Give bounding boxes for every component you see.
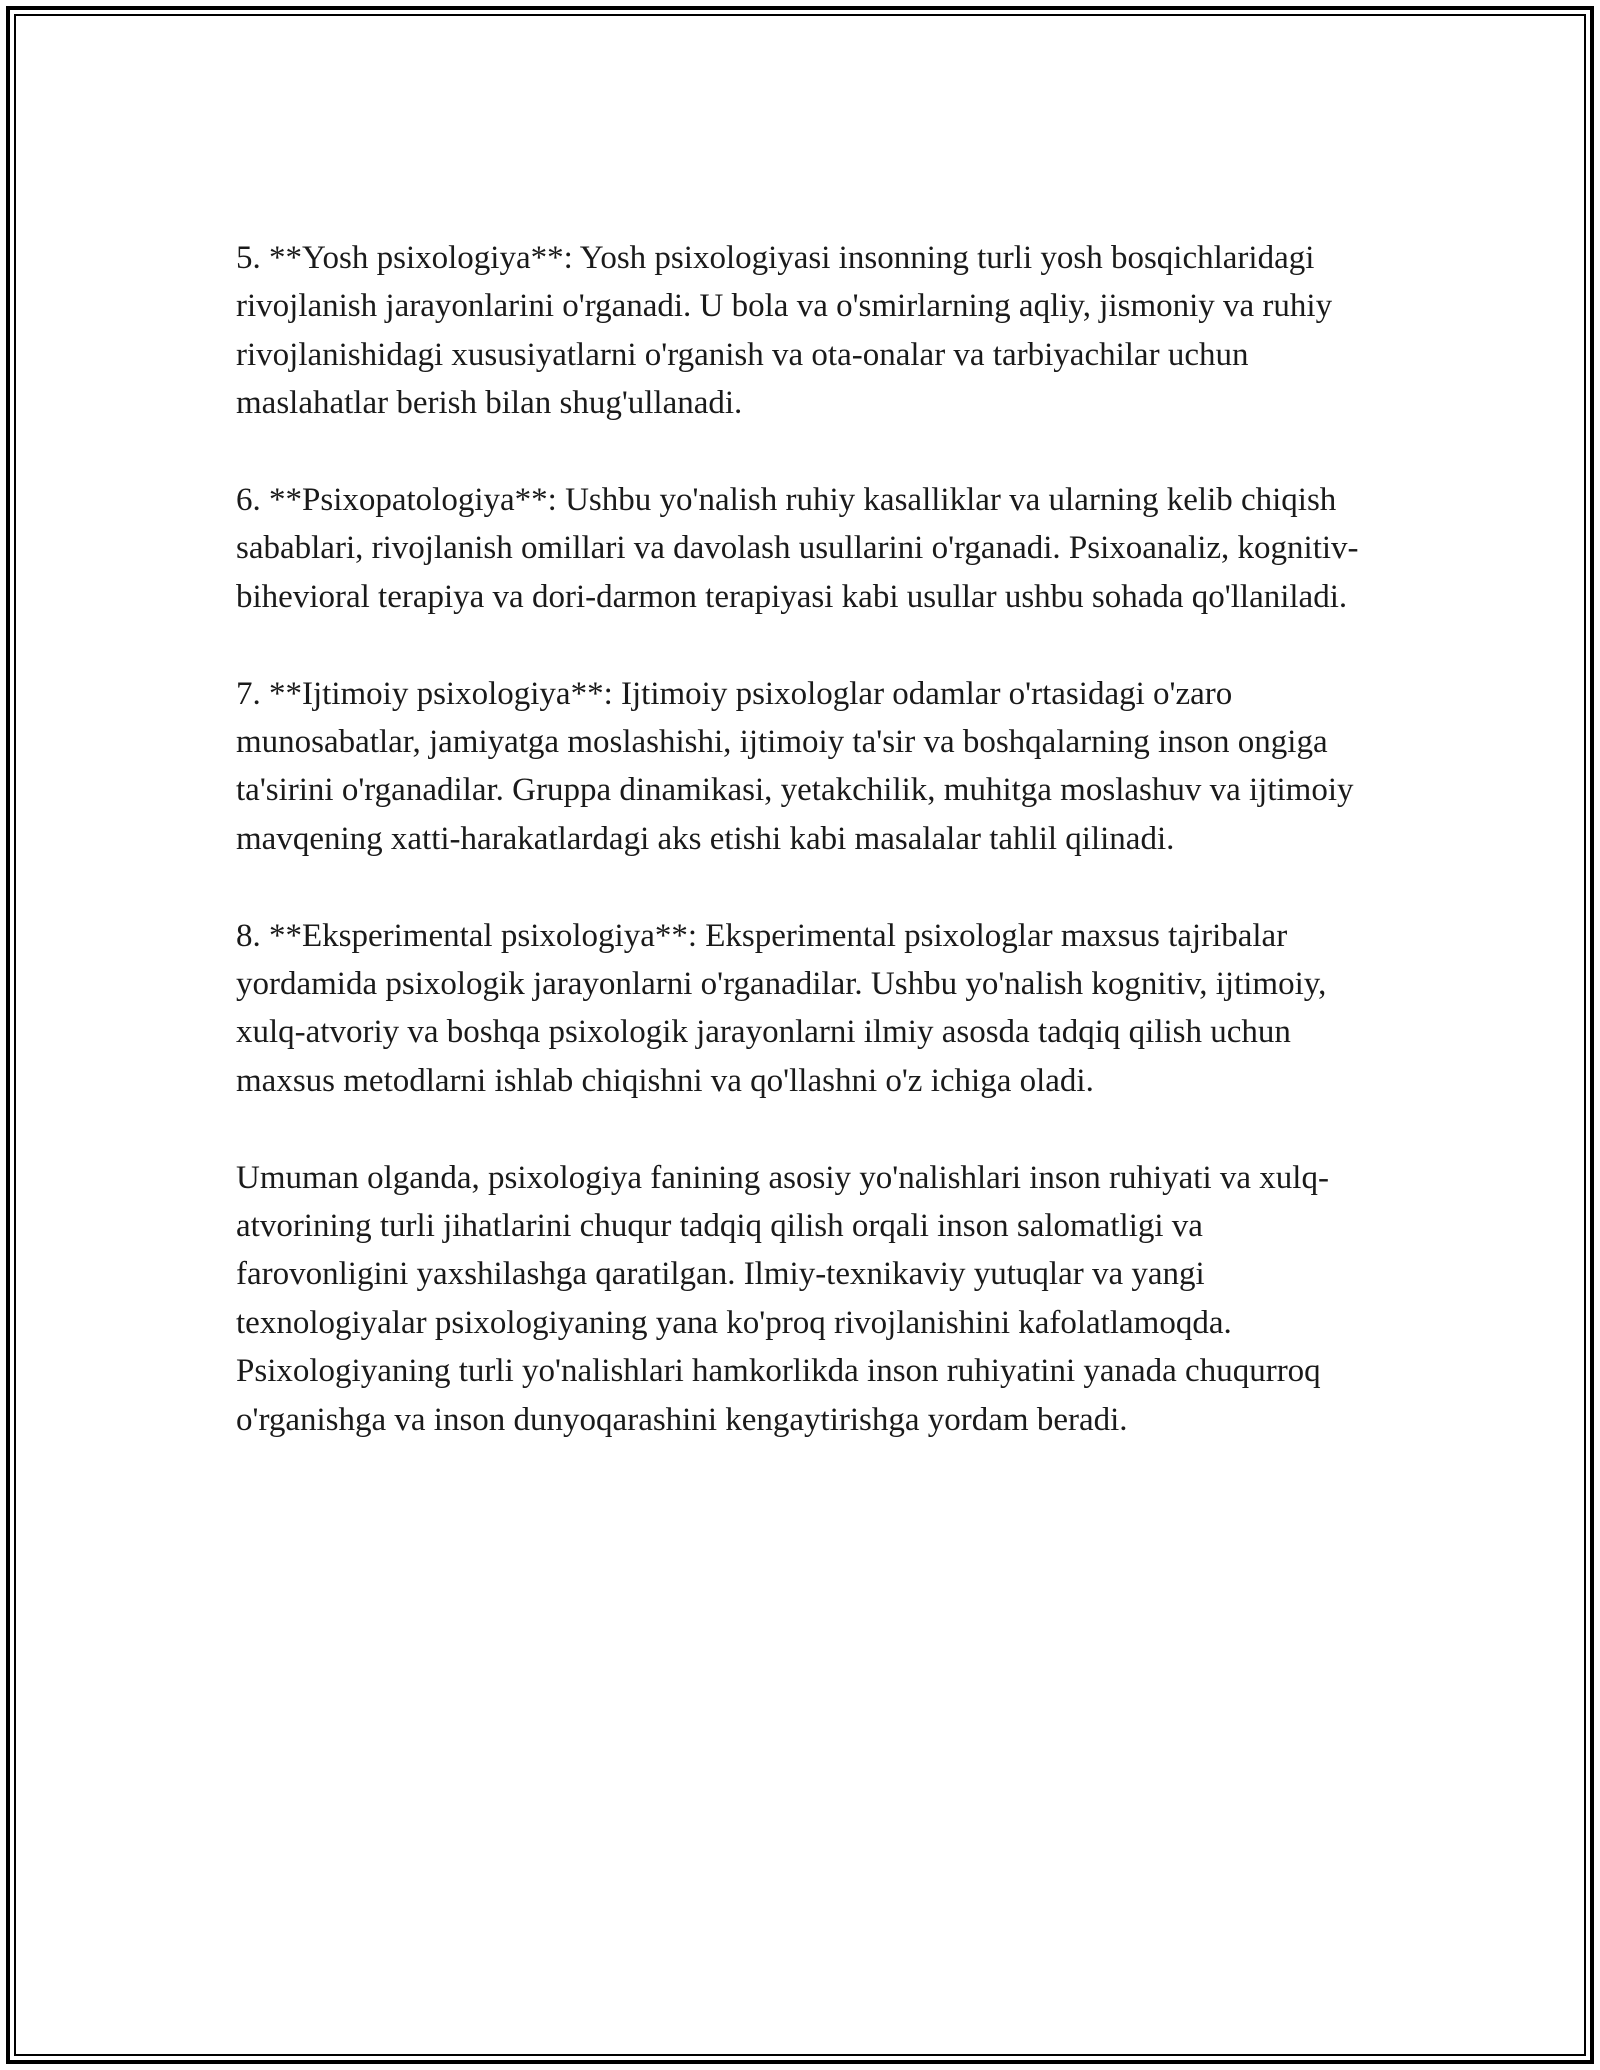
paragraph-eksperimental-psixologiya: 8. **Eksperimental psixologiya**: Eksperimental psixologlar maxsus tajribalar yordamida psixologik jarayonlarni o'rganadilar. Ushbu yo'nalish kognitiv, ijtimoiy, xulq-atvoriy va boshqa psixologik jarayonlarni ilmiy asosda tadqiq qilish uchun maxsus metodlarni ishlab chiqishni va qo'llashni o'z ichiga oladi. [236, 917, 1327, 1099]
paragraph-psixopatologiya: 6. **Psixopatologiya**: Ushbu yo'nalish ruhiy kasalliklar va ularning kelib chiqish sabablari, rivojlanish omillari va davolash usullarini o'rganadi. Psixoanaliz, kognitiv-bihevioral terapiya va dori-darmon terapiyasi kabi usullar ushbu sohada qo'llaniladi. [236, 482, 1359, 615]
paragraph-ijtimoiy-psixologiya: 7. **Ijtimoiy psixologiya**: Ijtimoiy psixologlar odamlar o'rtasidagi o'zaro munosabatlar, jamiyatga moslashishi, ijtimoiy ta'sir va boshqalarning inson ongiga ta'sirini o'rganadilar. Gruppa dinamikasi, yetakchilik, muhitga moslashuv va ijtimoiy mavqening xatti-harakatlardagi aks etishi kabi masalalar tahlil qilinadi. [236, 675, 1354, 857]
paragraph-conclusion: Umuman olganda, psixologiya fanining asosiy yo'nalishlari inson ruhiyati va xulq-atvorining turli jihatlarini chuqur tadqiq qilish orqali inson salomatligi va farovonligini yaxshilashga qaratilgan. Ilmiy-texnikaviy yutuqlar va yangi texnologiyalar psixologiyaning yana ko'proq rivojlanishini kafolatlamoqda. Psixologiyaning turli yo'nalishlari hamkorlikda inson ruhiyatini yanada chuqurroq o'rganishga va inson dunyoqarashini kengaytirishga yordam beradi. [236, 1159, 1329, 1438]
document-body [236, 234, 1366, 1492]
paragraph-yosh-psixologiya: 5. **Yosh psixologiya**: Yosh psixologiyasi insonning turli yosh bosqichlaridagi rivojlanish jarayonlarini o'rganadi. U bola va o'smirlarning aqliy, jismoniy va ruhiy rivojlanishidagi xususiyatlarni o'rganish va ota-onalar va tarbiyachilar uchun maslahatlar berish bilan shug'ullanadi. [236, 240, 1333, 422]
